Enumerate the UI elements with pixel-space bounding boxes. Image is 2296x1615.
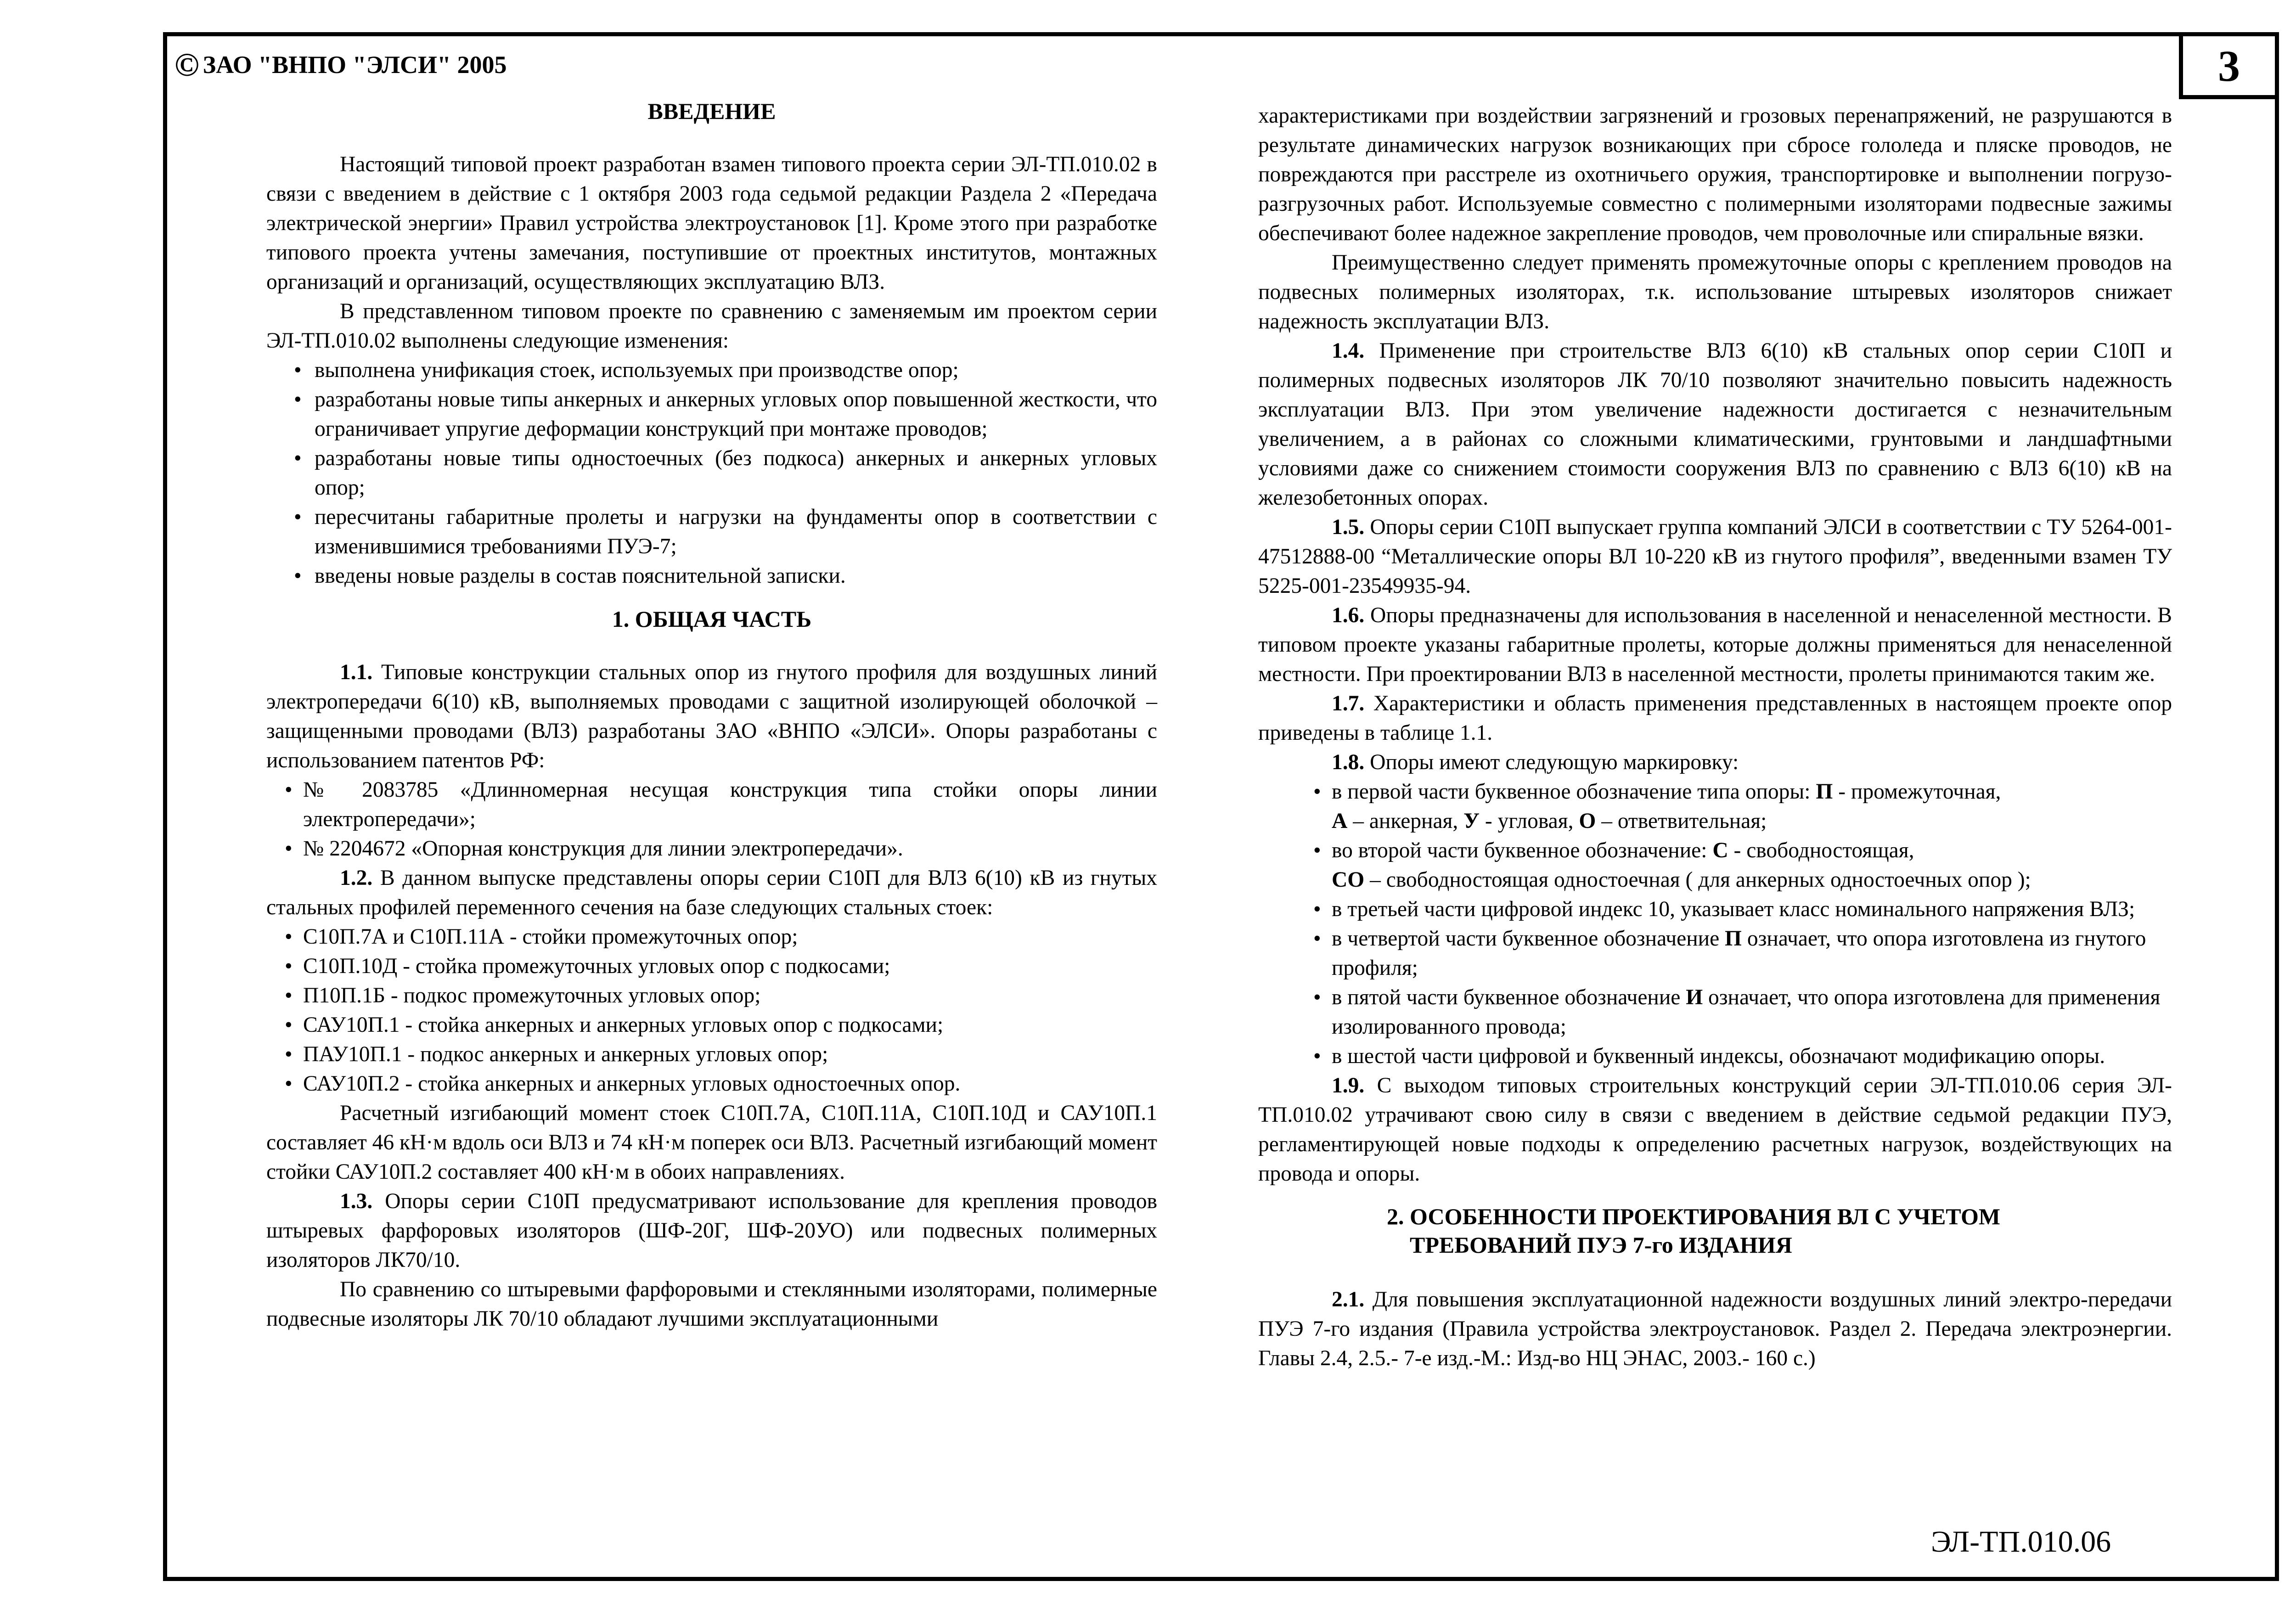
clause-text: В данном выпуске представлены опоры серии С10П для ВЛЗ 6(10) кВ из гнутых стальных профилей переменного сечения на базе следующих стальных стоек: bbox=[266, 866, 1158, 919]
marking-text: означает, что опора изготовлена для применения изолированного провода; bbox=[1332, 985, 2161, 1039]
racks-list bbox=[266, 922, 1157, 1098]
document-code: ЭЛ-ТП.010.06 bbox=[1931, 1525, 2111, 1559]
marking-letter: У bbox=[1463, 809, 1480, 833]
paragraph-1-4 bbox=[1258, 336, 2172, 512]
list-item bbox=[1258, 924, 2172, 983]
right-column bbox=[1258, 101, 2172, 1373]
intro-paragraph-1: Настоящий типовой проект разработан взамен типового проекта серии ЭЛ-ТП.010.02 в связи с введением в действие с 1 октября 2003 года седьмой редакции Раздела 2 «Передача электрической энергии» Правил устройства электроустановок [1]. Кроме этого при разработке типового проекта учтены замечания, поступившие от проектных институтов, монтажных организаций и организаций, осуществляющих эксплуатацию ВЛЗ. bbox=[266, 152, 1157, 294]
clause-number: 1.9. bbox=[1332, 1074, 1365, 1097]
left-column bbox=[266, 96, 1157, 1334]
clause-number: 1.8. bbox=[1332, 750, 1365, 774]
marking-text: - угловая, bbox=[1480, 809, 1579, 833]
changes-list bbox=[266, 355, 1157, 591]
clause-text: Для повышения эксплуатационной надежности воздушных линий электро-передачи ПУЭ 7-го издания (Правила устройства электроустановок. Раздел 2. Передача электроэнергии. Главы 2.4, 2.5.- 7-е изд.-М.: Изд-во НЦ ЭНАС, 2003.- 160 с.) bbox=[1258, 1288, 2172, 1370]
clause-number: 1.5. bbox=[1332, 515, 1365, 539]
paragraph-2-1 bbox=[1258, 1285, 2172, 1373]
list-item bbox=[1258, 983, 2172, 1041]
clause-number: 1.2. bbox=[340, 866, 373, 890]
clause-number: 2.1. bbox=[1332, 1288, 1365, 1311]
marking-letter: А bbox=[1332, 809, 1348, 833]
marking-letter: О bbox=[1579, 809, 1596, 833]
clause-text: Опоры имеют следующую маркировку: bbox=[1370, 750, 1739, 774]
clause-text: Опоры серии С10П предусматривают использование для крепления проводов штыревых фарфоровых изоляторов (ШФ-20Г, ШФ-20УО) или подвесных полимерных изоляторов ЛК70/10. bbox=[266, 1189, 1157, 1272]
list-item: • разработаны новые типы одностоечных (без подкоса) анкерных и анкерных угловых опор; bbox=[266, 444, 1157, 502]
marking-letter: СО bbox=[1332, 868, 1365, 892]
list-item: • ПАУ10П.1 - подкос анкерных и анкерных угловых опор; bbox=[266, 1040, 1157, 1069]
marking-text: во второй части буквенное обозначение: bbox=[1332, 838, 1713, 862]
page-number: 3 bbox=[2179, 32, 2279, 99]
list-item: • пересчитаны габаритные пролеты и нагрузки на фундаменты опор в соответствии с изменившимися требованиями ПУЭ-7; bbox=[266, 502, 1157, 561]
clause-number: 1.6. bbox=[1332, 603, 1365, 627]
section-1-heading: 1. ОБЩАЯ ЧАСТЬ bbox=[612, 606, 812, 632]
marking-list bbox=[1258, 777, 2172, 1071]
clause-text: С выходом типовых строительных конструкций серии ЭЛ-ТП.010.06 серия ЭЛ-ТП.010.02 утрачивают свою силу в связи с введением в действие седьмой редакции ПУЭ, регламентирующей новые подходы к определению расчетных нагрузок, воздействующих на провода и опоры. bbox=[1258, 1074, 2172, 1186]
list-item bbox=[1258, 777, 2172, 836]
intro-heading: ВВЕДЕНИЕ bbox=[647, 98, 776, 124]
marking-text: – свободностоящая одностоечная ( для анкерных одностоечных опор ); bbox=[1364, 868, 2031, 892]
clause-number: 1.1. bbox=[340, 660, 373, 684]
list-item: • в третьей части цифровой индекс 10, указывает класс номинального напряжения ВЛЗ; bbox=[1258, 895, 2172, 924]
list-item: • С10П.10Д - стойка промежуточных угловых опор с подкосами; bbox=[266, 951, 1157, 981]
list-item: • П10П.1Б - подкос промежуточных угловых опор; bbox=[266, 981, 1157, 1010]
patents-list bbox=[266, 775, 1157, 863]
marking-text: - промежуточная, bbox=[1833, 780, 2001, 804]
clause-number: 1.4. bbox=[1332, 339, 1365, 363]
list-item: • САУ10П.1 - стойка анкерных и анкерных угловых опор с подкосами; bbox=[266, 1010, 1157, 1040]
paragraph-1-8 bbox=[1258, 748, 2172, 777]
list-item bbox=[1258, 836, 2172, 895]
clause-text: Применение при строительстве ВЛЗ 6(10) кВ стальных опор серии С10П и полимерных подвесных изоляторов ЛК 70/10 позволяют значительно повысить надежность эксплуатации ВЛЗ. При этом увеличение надежности достигается с незначительным увеличением, а в районах со сложными климатическими, грунтовыми и ландшафтными условиями даже со снижением стоимости сооружения ВЛЗ по сравнению с ВЛЗ 6(10) кВ на железобетонных опорах. bbox=[1258, 339, 2172, 510]
marking-text: в четвертой части буквенное обозначение bbox=[1332, 927, 1725, 951]
paragraph-1-9 bbox=[1258, 1071, 2172, 1188]
marking-letter: И bbox=[1686, 985, 1703, 1009]
paragraph-1-3 bbox=[266, 1187, 1157, 1275]
clause-text: Типовые конструкции стальных опор из гнутого профиля для воздушных линий электропередачи 6(10) кВ, выполняемых проводами с защитной изолирующей оболочкой – защищенными проводами (ВЛЗ) разработаны ЗАО «ВНПО «ЭЛСИ». Опоры разработаны с использованием патентов РФ: bbox=[266, 660, 1158, 772]
copyright-text: ЗАО "ВНПО "ЭЛСИ" 2005 bbox=[203, 51, 507, 79]
marking-letter: П bbox=[1816, 780, 1833, 804]
list-item: • в шестой части цифровой и буквенный индексы, обозначают модификацию опоры. bbox=[1258, 1041, 2172, 1071]
list-item: • САУ10П.2 - стойка анкерных и анкерных угловых одностоечных опор. bbox=[266, 1069, 1157, 1098]
list-item: • выполнена унификация стоек, используемых при производстве опор; bbox=[266, 355, 1157, 385]
list-item: • № 2204672 «Опорная конструкция для линии электропередачи». bbox=[266, 834, 1157, 863]
clause-number: 1.3. bbox=[340, 1189, 373, 1213]
paragraph-1-6 bbox=[1258, 601, 2172, 689]
clause-text: Характеристики и область применения представленных в настоящем проекте опор приведены в таблице 1.1. bbox=[1258, 692, 2172, 745]
paragraph-bending-moment: Расчетный изгибающий момент стоек С10П.7А, С10П.11А, С10П.10Д и САУ10П.1 составляет 46 кН·м вдоль оси ВЛЗ и 74 кН·м поперек оси ВЛЗ. Расчетный изгибающий момент стойки САУ10П.2 составляет 400 кН·м в обоих направлениях. bbox=[266, 1101, 1157, 1184]
marking-text: - свободностоящая, bbox=[1728, 838, 1914, 862]
list-item: • введены новые разделы в состав пояснительной записки. bbox=[266, 561, 1157, 591]
copyright-header bbox=[174, 46, 507, 84]
copyright-mark: © bbox=[174, 46, 199, 83]
clause-number: 1.7. bbox=[1332, 692, 1365, 715]
marking-text: – анкерная, bbox=[1347, 809, 1464, 833]
section-2-heading bbox=[1258, 1202, 2172, 1259]
marking-text: – ответвительная; bbox=[1596, 809, 1767, 833]
paragraph-preference: Преимущественно следует применять промежуточные опоры с креплением проводов на подвесных полимерных изоляторах, т.к. использование штыревых изоляторов снижает надежность эксплуатации ВЛЗ. bbox=[1258, 251, 2172, 333]
marking-text: означает, что опора изготовлена из гнутого профиля; bbox=[1332, 927, 2146, 980]
heading-line: 2. ОСОБЕННОСТИ ПРОЕКТИРОВАНИЯ ВЛ С УЧЕТОМ bbox=[1387, 1204, 2001, 1229]
paragraph-continuation: характеристиками при воздействии загрязнений и грозовых перенапряжений, не разрушаются в результате динамических нагрузок возникающих при сбросе гололеда и пляске проводов, не повреждаются при расстреле из охотничьего оружия, транспортировке и выполнении погрузо-разгрузочных работ. Используемые совместно с полимерными изоляторами подвесные зажимы обеспечивают более надежное закрепление проводов, чем проволочные или спиральные вязки. bbox=[1258, 104, 2172, 245]
marking-letter: П bbox=[1725, 927, 1742, 951]
paragraph-1-5 bbox=[1258, 512, 2172, 601]
paragraph-1-2 bbox=[266, 863, 1157, 922]
paragraph-1-1 bbox=[266, 658, 1157, 775]
clause-text: Опоры серии С10П выпускает группа компаний ЭЛСИ в соответствии с ТУ 5264-001-47512888-00 “Металлические опоры ВЛ 10-220 кВ из гнутого профиля”, введенными взамен ТУ 5225-001-23549935-94. bbox=[1258, 515, 2172, 598]
list-item: • разработаны новые типы анкерных и анкерных угловых опор повышенной жесткости, что ограничивает упругие деформации конструкций при монтаже проводов; bbox=[266, 385, 1157, 444]
marking-text: в первой части буквенное обозначение типа опоры: bbox=[1332, 780, 1816, 804]
heading-line: ТРЕБОВАНИЙ ПУЭ 7-го ИЗДАНИЯ bbox=[1410, 1232, 1792, 1258]
marking-letter: С bbox=[1712, 838, 1728, 862]
clause-text: Опоры предназначены для использования в населенной и ненаселенной местности. В типовом проекте указаны габаритные пролеты, которые должны применяться для ненаселенной местности. При проектировании ВЛЗ в населенной местности, пролеты принимаются таким же. bbox=[1258, 603, 2172, 686]
intro-paragraph-2: В представленном типовом проекте по сравнению с заменяемым им проектом серии ЭЛ-ТП.010.02 выполнены следующие изменения: bbox=[266, 299, 1157, 353]
paragraph-insulator-comparison: По сравнению со штыревыми фарфоровыми и стеклянными изоляторами, полимерные подвесные изоляторы ЛК 70/10 обладают лучшими эксплуатационными bbox=[266, 1277, 1157, 1331]
marking-text: в пятой части буквенное обозначение bbox=[1332, 985, 1686, 1009]
paragraph-1-7 bbox=[1258, 689, 2172, 748]
list-item: • № 2083785 «Длинномерная несущая конструкция типа стойки опоры линии электропередачи»; bbox=[266, 775, 1157, 834]
list-item: • С10П.7А и С10П.11А - стойки промежуточных опор; bbox=[266, 922, 1157, 951]
